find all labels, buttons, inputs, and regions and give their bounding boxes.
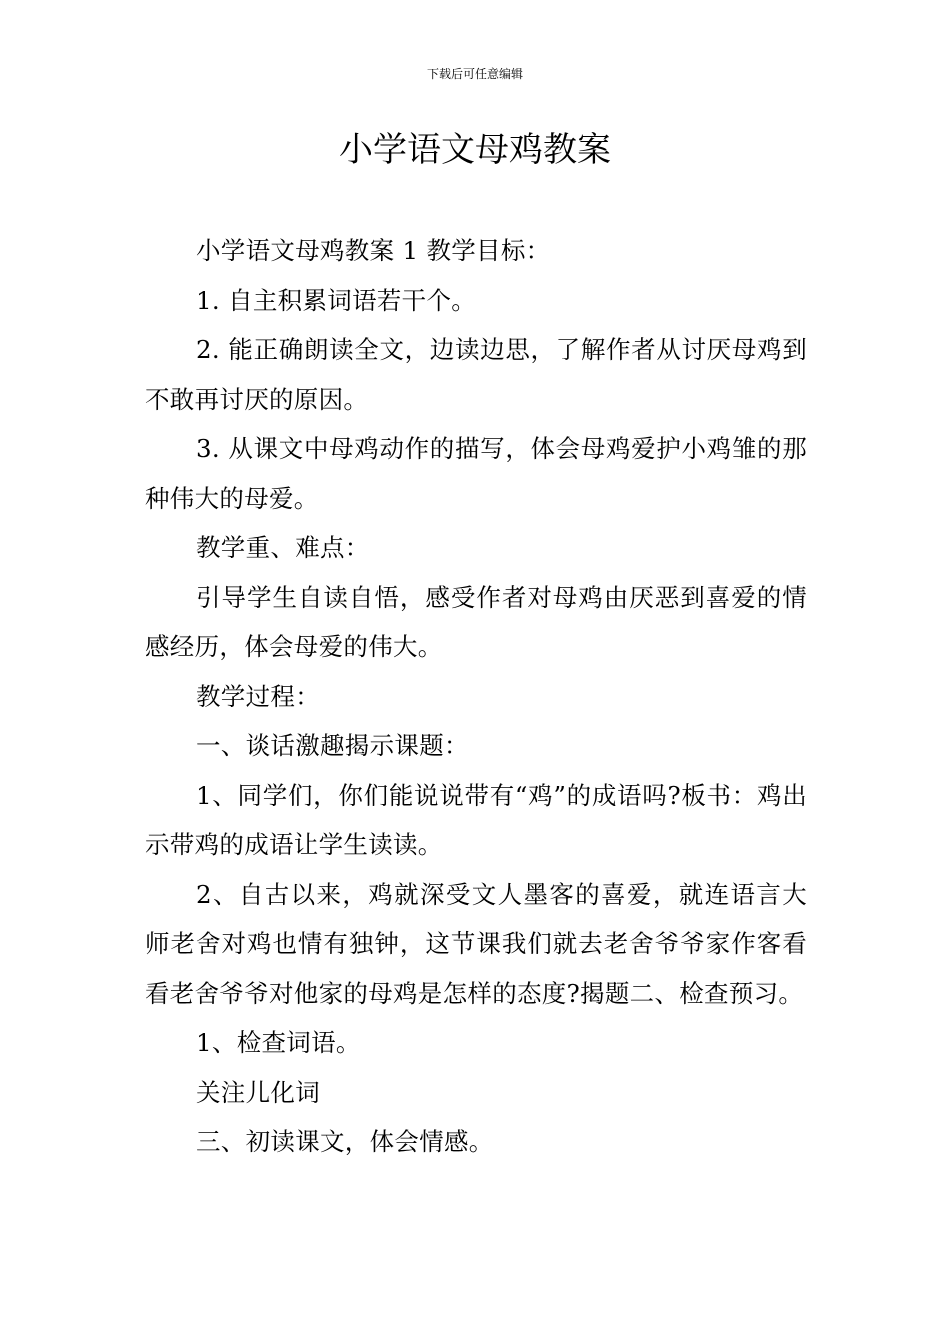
paragraph-section-3-heading: 三、初读课文，体会情感。 bbox=[196, 1127, 494, 1156]
paragraph-objective-3: 3. 从课文中母鸡动作的描写，体会母鸡爱护小鸡雏的那种伟大的母爱。 bbox=[145, 434, 807, 513]
paragraph-section-1-heading: 一、谈话激趣揭示课题： bbox=[196, 731, 469, 760]
paragraph-key-points-heading: 教学重、难点： bbox=[196, 533, 370, 562]
paragraph-section-1-step-1: 1、同学们，你们能说说带有“鸡”的成语吗?板书：鸡出示带鸡的成语让学生读读。 bbox=[145, 780, 807, 859]
paragraph-process-heading: 教学过程： bbox=[196, 681, 320, 711]
paragraph-objective-1: 1. 自主积累词语若干个。 bbox=[196, 285, 477, 315]
paragraph-objective-2: 2. 能正确朗读全文，边读边思，了解作者从讨厌母鸡到不敢再讨厌的原因。 bbox=[145, 335, 807, 414]
paragraph-note-erhua: 关注儿化词 bbox=[196, 1077, 320, 1107]
paragraph-section-1-step-2: 2、自古以来，鸡就深受文人墨客的喜爱，就连语言大师老舍对鸡也情有独钟，这节课我们就去老舍爷爷家作客看看老舍爷爷对他家的母鸡是怎样的态度?揭题二、检查预习。 bbox=[145, 879, 807, 1008]
document-title: 小学语文母鸡教案 bbox=[339, 130, 611, 170]
document-body bbox=[145, 226, 807, 1167]
paragraph-section-2-step-1: 1、检查词语。 bbox=[196, 1028, 361, 1057]
header-note: 下载后可任意编辑 bbox=[426, 67, 523, 81]
paragraph-key-points: 引导学生自读自悟，感受作者对母鸡由厌恶到喜爱的情感经历，体会母爱的伟大。 bbox=[145, 582, 807, 661]
paragraph-objectives-heading: 小学语文母鸡教案 1 教学目标： bbox=[196, 236, 551, 265]
